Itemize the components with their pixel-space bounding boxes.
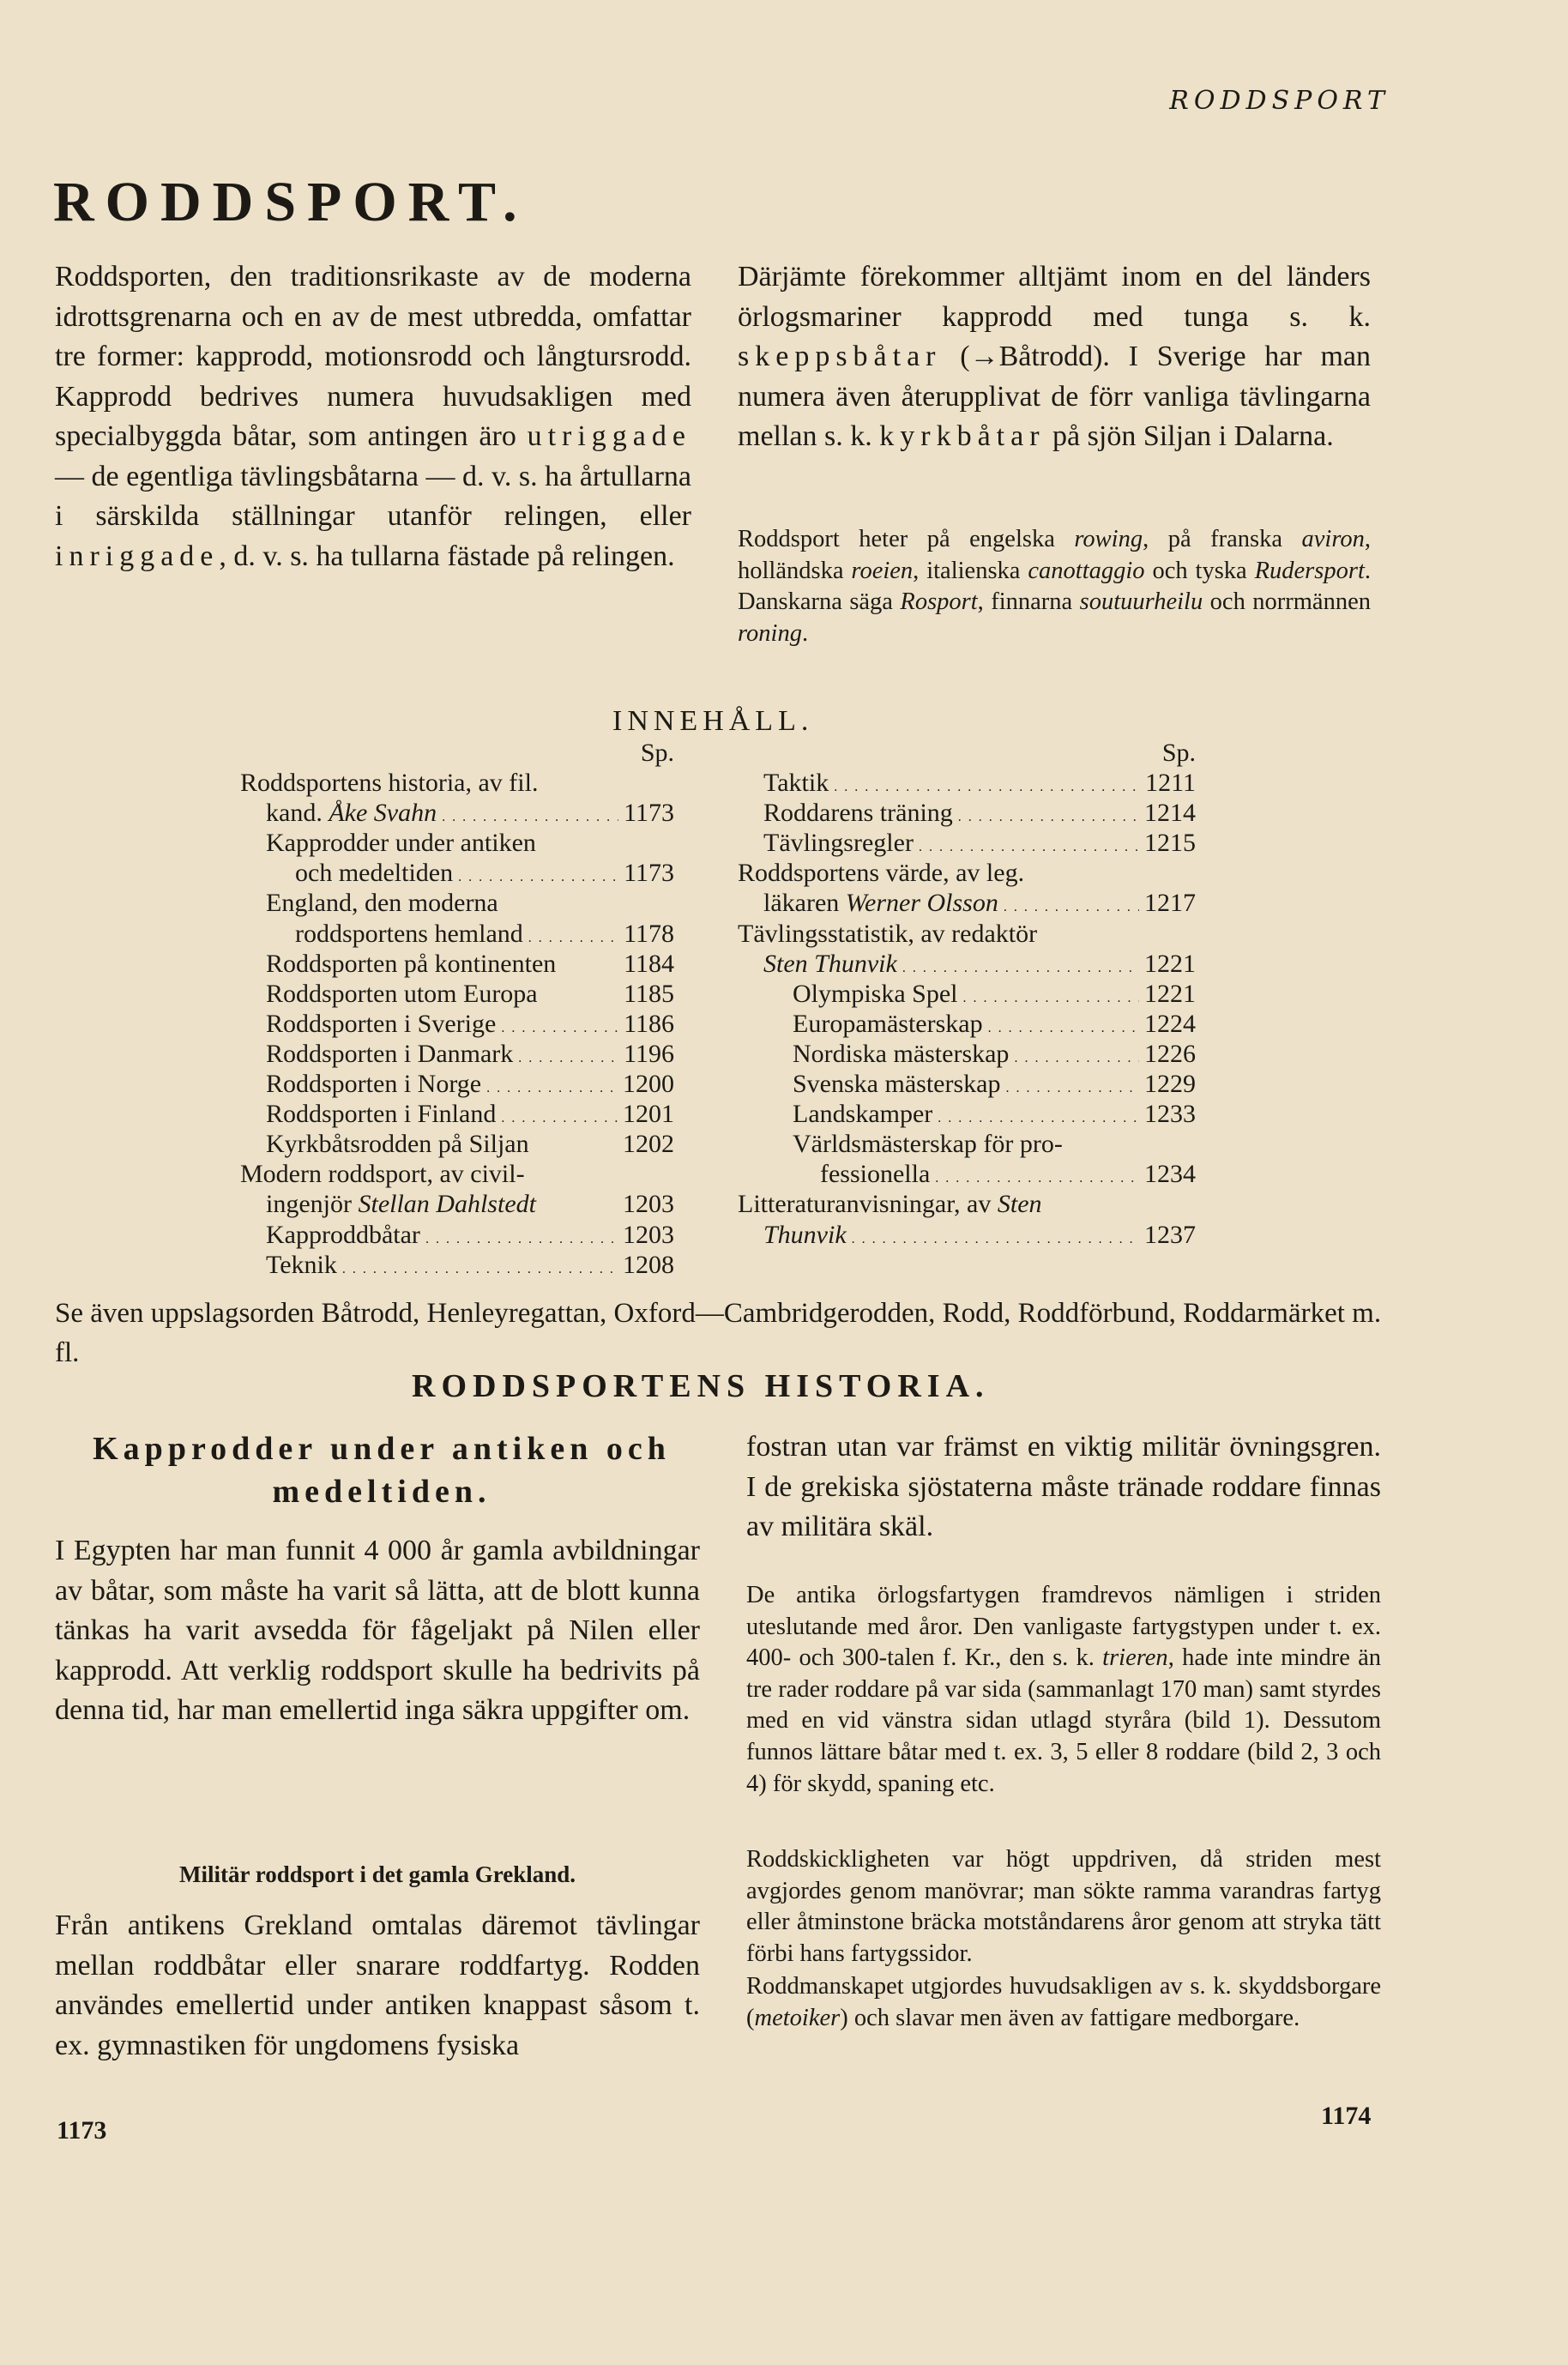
toc-leader [938,1099,1139,1133]
toc-label: England, den moderna [266,889,498,918]
text-run: inriggade [55,540,220,572]
toc-row [240,828,674,858]
toc-label: Roddsporten i Finland [266,1100,497,1129]
toc-row [240,1069,674,1099]
toc-row [738,1039,1196,1069]
toc-label: Tävlingsstatistik, av redaktör [738,919,1038,948]
text-run: metoiker [754,2004,841,2031]
text-run: rowing [1074,526,1143,552]
toc-label: kand. Åke Svahn [266,799,437,828]
toc-row [738,888,1196,918]
toc-label: Roddsportens historia, av fil. [240,769,539,798]
toc-leader [852,1220,1139,1254]
text-run: Därjämte förekommer alltjämt inom en del länders örlogsmariner kapprodd med tunga s. k. [738,261,1371,333]
text-run: och tyska [1144,557,1255,584]
text-run: ) och slavar men även av fattigare medborgare. [840,2004,1300,2031]
toc-label: Roddsporten i Danmark [266,1039,514,1068]
toc-page: 1173 [624,799,674,828]
intro-left [55,257,691,576]
toc-label: Landskamper [793,1100,933,1129]
text-run: på sjön Siljan i Dalarna. [1045,420,1334,452]
toc-page: 1229 [1144,1070,1196,1099]
toc-row [738,858,1196,888]
toc-page: 1217 [1144,889,1196,918]
intro-right-languages [738,524,1371,649]
toc-label: Teknik [266,1250,337,1279]
toc-label: Svenska mästerskap [793,1070,1001,1099]
body-left-grekland: Från antikens Grekland omtalas däremot tävlingar mellan roddbåtar eller snarare roddfartyg. Rodden användes emellertid under antiken knappast såsom t. ex. gymnastiken för ungdomens fysiska [55,1909,700,2061]
toc-leader [528,919,618,953]
toc-page: 1233 [1144,1100,1196,1129]
toc-label: Roddarens träning [763,799,953,828]
toc-row [738,768,1196,798]
toc-label: Olympiska Spel [793,979,958,1008]
text-run: Rudersport [1254,557,1365,584]
text-run: soutuurheilu [1079,588,1203,616]
toc-row [738,1129,1196,1159]
text-run: , holländska [738,526,1372,584]
body-right-roddskicklighet: Roddskickligheten var högt uppdriven, då striden mest avgjordes genom manövrar; man sökte ramma varandras fartyg eller åtminstone bräcka motståndarens åror genom att stryka tätt förbi hans fartygssidor. [746,1846,1381,1967]
toc-leader [342,1250,618,1284]
toc-page: 1203 [623,1220,674,1249]
text-run: Rosport [900,588,978,616]
toc-row [240,1250,674,1280]
toc-leader [518,1039,618,1073]
toc-row [738,828,1196,858]
toc-page: 1224 [1144,1009,1196,1038]
folio-left: 1173 [57,2116,107,2145]
text-run: , italienska [913,557,1028,584]
body-right-orlogsfartyg [746,1580,1381,1800]
text-run: canottaggio [1028,557,1145,584]
text-run: roning [738,619,802,647]
toc-leader [1014,1039,1139,1073]
toc-leader [834,768,1140,802]
toc-label: Sten Thunvik [763,949,897,978]
toc-row [240,1189,674,1219]
text-run: — de egentliga tävlingsbåtarna — d. v. s. ha årtullarna i särskilda ställningar utanför relingen, eller [55,460,691,532]
toc-leader [919,828,1139,862]
toc-label: läkaren Werner Olsson [763,889,998,918]
text-run: kyrkbåtar [879,420,1046,452]
toc-leader [935,1159,1139,1193]
toc-label: Roddsporten på kontinenten [266,949,557,978]
toc-right [738,738,1196,1250]
toc-left-list [240,768,674,1280]
text-run: De antika örlogsfartygen framdrevos nämligen i striden uteslutande med åror. Den vanligaste fartygstypen under t. ex. 400- och 300-talen f. Kr., den s. k. [746,1582,1381,1672]
toc-row [240,798,674,828]
toc-leader [425,1220,618,1254]
toc-row [738,1099,1196,1129]
toc-label: Nordiska mästerskap [793,1039,1010,1068]
toc-page: 1208 [623,1250,674,1279]
toc-leader [1005,1069,1139,1103]
toc-row [240,768,674,798]
toc-label: ingenjör Stellan Dahlstedt [266,1190,536,1219]
body-right-roddmanskap [746,1971,1381,2034]
toc-page: 1200 [623,1070,674,1099]
toc-page: 1173 [624,859,674,888]
toc-row [738,1009,1196,1039]
toc-label: Världsmästerskap för pro- [793,1130,1063,1159]
toc-row [738,1069,1196,1099]
toc-page: 1234 [1144,1160,1196,1189]
text-run: , d. v. s. ha tullarna fästade på relingen. [219,540,675,572]
toc-label: roddsportens hemland [295,919,523,948]
toc-leader [501,1009,618,1043]
text-run: , hade inte mindre än tre rader roddare på var sida (sammanlagt 170 man) samt styrdes med en vid vänstra sidan utlagd styråra (bild 1). Dessutom funnos lättare båtar med t. ex. 3, 5 eller 8 roddare (bild 2, 3 och 4) för skydd, spaning etc. [746,1644,1381,1797]
toc-page: 1226 [1144,1039,1196,1068]
toc-label: Kapproddbåtar [266,1220,420,1249]
running-header: RODDSPORT [1169,86,1390,116]
toc-row [738,949,1196,979]
toc-leader [486,1069,618,1103]
toc-right-col-label: Sp. [1161,739,1196,767]
text-run: aviron [1301,526,1365,552]
text-run: utriggade [527,420,691,452]
intro-right [738,257,1371,457]
toc-leader [458,858,618,892]
text-run: . Danskarna säga [738,557,1371,616]
toc-page: 1196 [624,1039,674,1068]
toc-page: 1221 [1144,949,1196,978]
toc-page: 1214 [1144,799,1196,828]
toc-leader [963,979,1140,1013]
sub-heading-grekland: Militär roddsport i det gamla Grekland. [178,1861,576,1887]
folio-right: 1174 [1321,2102,1372,2130]
toc-label: fessionella [820,1160,931,1189]
toc-right-list [738,768,1196,1250]
toc-leader [988,1009,1139,1043]
body-right-fostran: fostran utan var främst en viktig militär övningsgren. I de grekiska sjöstaterna måste tränade roddare finnas av militära skäl. [746,1431,1381,1542]
toc-row [240,979,674,1009]
toc-page: 1215 [1144,829,1196,858]
toc-row [240,888,674,918]
toc-page: 1202 [623,1130,674,1159]
toc-row [240,858,674,888]
toc-leader [442,798,618,832]
toc-page: 1186 [624,1009,674,1038]
toc-leader [501,1099,618,1133]
toc-label: Roddsporten i Norge [266,1070,482,1099]
text-run: skeppsbåtar [738,341,942,372]
toc-label: Roddsporten i Sverige [266,1009,497,1038]
toc-row [240,949,674,979]
text-run: roeien [851,557,914,584]
toc-page: 1201 [623,1100,674,1129]
toc-row [738,1220,1196,1250]
toc-label: Kyrkbåtsrodden på Siljan [266,1130,529,1159]
toc-left [240,738,674,1280]
text-run: . [801,619,809,647]
toc-row [738,979,1196,1009]
toc-page: 1203 [623,1190,674,1219]
toc-leader [958,798,1139,832]
toc-row [738,919,1196,949]
toc-label: Roddsportens värde, av leg. [738,859,1025,888]
article-title: RODDSPORT. [53,171,528,233]
section-heading: RODDSPORTENS HISTORIA. [412,1368,990,1404]
toc-label: Litteraturanvisningar, av Sten [738,1190,1042,1219]
toc-label: Roddsporten utom Europa [266,979,538,1008]
text-run: , på franska [1143,526,1302,552]
toc-row [240,1129,674,1159]
toc-label: Europamästerskap [793,1009,983,1038]
toc-page: 1185 [624,979,674,1008]
toc-leader [902,949,1139,983]
text-run: Roddsporten, den traditionsrikaste av de moderna idrottsgrenarna och en av de mest utbredda, omfattar tre former: kapprodd, motionsrodd och långtursrodd. Kapprodd bedrives numera huvudsakligen med specialbyggda båtar, som antingen äro [55,261,691,452]
toc-label: och medeltiden [295,859,454,888]
toc-page: 1178 [624,919,674,948]
toc-page: 1221 [1144,979,1196,1008]
toc-left-col-label: Sp. [640,739,674,767]
toc-row [738,1159,1196,1189]
toc-row [240,1220,674,1250]
see-also: Se även uppslagsorden Båtrodd, Henleyregattan, Oxford—Cambridgerodden, Rodd, Roddförbund, Roddarmärket m. fl. [55,1298,1382,1368]
toc-row [240,1159,674,1189]
text-run: , finnarna [977,588,1080,616]
toc-row [240,1009,674,1039]
toc-label: Taktik [763,769,829,798]
toc-row [240,919,674,949]
text-run: trieren [1102,1644,1168,1672]
sub-heading-antiken: Kapprodder under antiken och medeltiden. [93,1431,671,1510]
text-run: (→Båtrodd). I Sverige har man numera även återupplivat de förr vanliga tävlingarna mellan s. k. [738,341,1371,452]
toc-page: 1211 [1145,769,1196,798]
toc-label: Modern roddsport, av civil- [240,1160,525,1189]
toc-row [738,798,1196,828]
toc-row [240,1099,674,1129]
toc-label: Tävlingsregler [763,829,914,858]
text-run: Roddmanskapet utgjordes huvudsakligen av s. k. skyddsborgare ( [746,1973,1381,2031]
toc-label: Kapprodder under antiken [266,829,536,858]
toc-page: 1237 [1144,1220,1196,1249]
toc-page: 1184 [624,949,674,978]
text-run: och norrmännen [1203,588,1371,616]
toc-row [738,1189,1196,1219]
toc-label: Thunvik [763,1220,847,1249]
text-run: Roddsport heter på engelska [738,526,1075,552]
toc-leader [1004,888,1139,922]
toc-row [240,1039,674,1069]
contents-heading: INNEHÅLL. [612,705,814,737]
body-left-egypt: I Egypten har man funnit 4 000 år gamla avbildningar av båtar, som måste ha varit så lätta, att de blott kunna tänkas ha varit avsedda för fågeljakt på Nilen eller kapprodd. Att verklig roddsport skulle ha bedrivits på denna tid, har man emellertid inga säkra uppgifter om. [55,1535,700,1726]
